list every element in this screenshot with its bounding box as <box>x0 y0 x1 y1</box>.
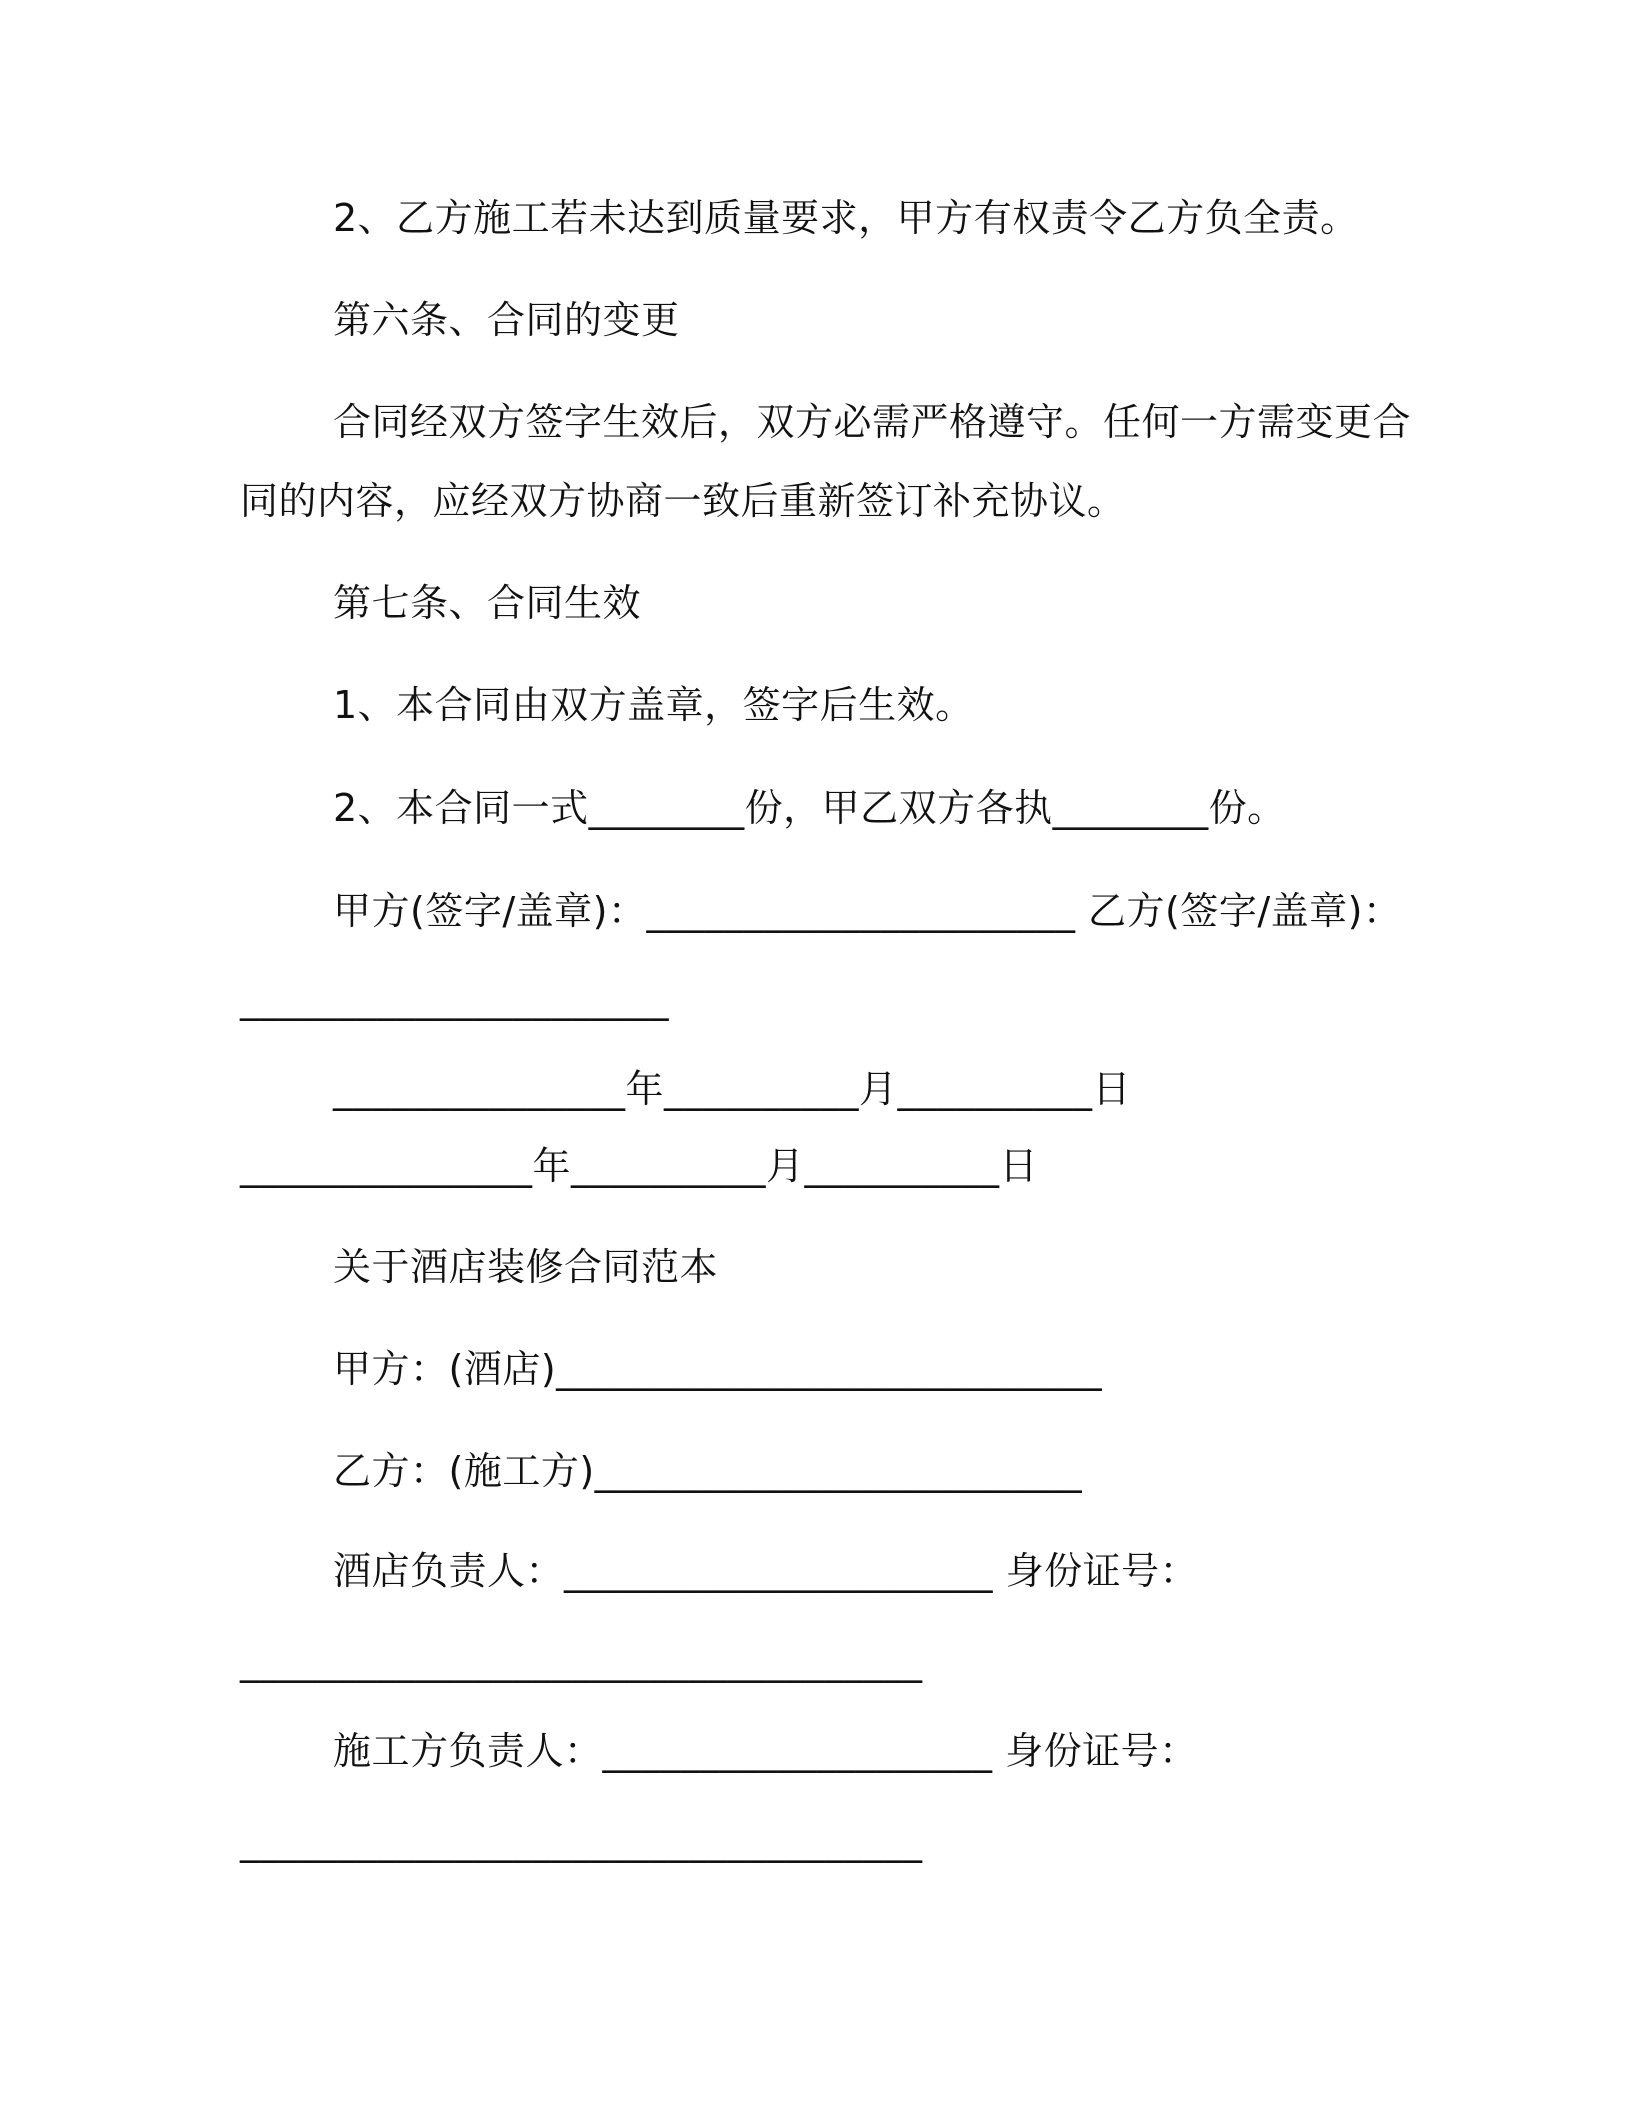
signature-line-cont: ______________________ <box>240 977 669 1021</box>
article-6-paragraph-l1: 合同经双方签字生效后，双方必需严格遵守。任何一方需变更合 <box>333 400 1412 444</box>
article-6-heading: 第六条、合同的变更 <box>333 298 680 342</box>
article-7-item-2: 2、本合同一式________份，甲乙双方各执________份。 <box>333 786 1286 830</box>
date-line-party-b: _______________年__________月__________日 <box>240 1144 1039 1188</box>
date-line-party-a: _______________年__________月__________日 <box>333 1067 1132 1111</box>
contractor-manager-line: 施工方负责人：____________________ 身份证号： <box>333 1729 1198 1773</box>
signature-line: 甲方(签字/盖章)：______________________ 乙方(签字/盖章)： <box>333 889 1402 933</box>
hotel-manager-id-cont: ___________________________________ <box>240 1639 923 1683</box>
clause-5-item-2: 2、乙方施工若未达到质量要求，甲方有权责令乙方负全责。 <box>333 196 1359 240</box>
section-title: 关于酒店装修合同范本 <box>333 1245 719 1289</box>
article-7-heading: 第七条、合同生效 <box>333 581 642 625</box>
party-b-contractor: 乙方：(施工方)_________________________ <box>333 1449 1083 1493</box>
contractor-id-cont: ___________________________________ <box>240 1819 923 1863</box>
article-6-paragraph-l2: 同的内容，应经双方协商一致后重新签订补充协议。 <box>240 479 1126 523</box>
party-a-hotel: 甲方：(酒店)____________________________ <box>333 1347 1103 1391</box>
article-7-item-1: 1、本合同由双方盖章，签字后生效。 <box>333 683 974 727</box>
hotel-manager-line: 酒店负责人：______________________ 身份证号： <box>333 1549 1199 1593</box>
